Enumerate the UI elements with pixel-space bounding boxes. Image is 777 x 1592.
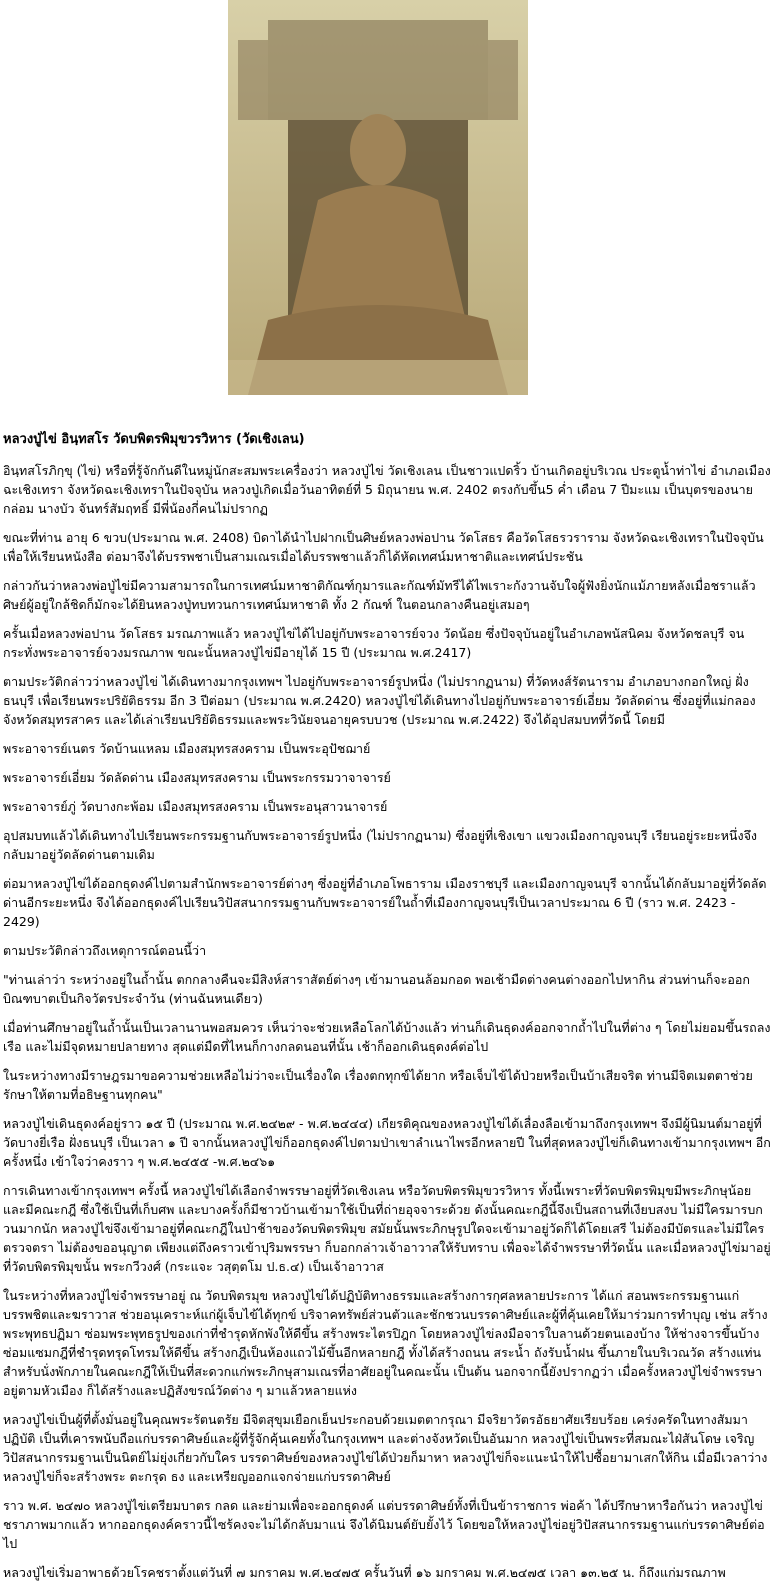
photo-container <box>0 0 777 400</box>
paragraph: ราว พ.ศ. ๒๔๗๐ หลวงปู่ไข่เตรียมบาตร กลด และย่ามเพื่อจะออกธุดงค์ แต่บรรดาศิษย์ทั้งที่เป็นข้าราชการ พ่อค้า ได้ปรึกษาหารือกันว่า หลวงปู่ไข่ชราภาพมากแล้ว หากออกธุดงค์คราวนี้ไซร้คงจะไม่ได้กลับมาแน่ จึงได้นิมนต์ยับยั้งไว้ โดยขอให้หลวงปู่ไข่อยู่วิปัสสนากรรมฐานแก่บรรดาศิษย์ต่อไป <box>3 1498 765 1551</box>
paragraph: ตามประวัติกล่าวว่าหลวงปู่ไข่ ได้เดินทางมากรุงเทพฯ ไปอยู่กับพระอาจารย์รูปหนึ่ง (ไม่ปรากฏนาม) ที่วัดหงส์รัตนาราม อำเภอบางกอกใหญ่ ฝั่งธนบุรี เพื่อเรียนพระปริยัติธรรม อีก 3 ปีต่อมา (ประมาณ พ.ศ.2420) หลวงปู่ไข่ได้เดินทางไปอยู่กับพระอาจารย์เอี่ยม วัดลัดด่าน ซึ่งอยู่ที่แม่กลอง จังหวัดสมุทรสาคร และได้เล่าเรียนปริยัติธรรมและพระวินัยจนอายุครบบวช (ประมาณ พ.ศ.2422) จึงได้อุปสมบทที่วัดนี้ โดยมี <box>3 674 756 727</box>
article <box>0 430 777 1582</box>
paragraph: พระอาจารย์ภู่ วัดบางกะพ้อม เมืองสมุทรสงคราม เป็นพระอนุสาวนาจารย์ <box>3 799 388 814</box>
paragraph: ครั้นเมื่อหลวงพ่อปาน วัดโสธร มรณภาพแล้ว หลวงปู่ไข่ได้ไปอยู่กับพระอาจารย์จวง วัดน้อย ซึ่งปัจจุบันอยู่ในอำเภอพนัสนิคม จังหวัดชลบุรี จนกระทั่งพระอาจารย์จวงมรณภาพ ขณะนั้นหลวงปู่ไข่มีอายุได้ 15 ปี (ประมาณ พ.ศ.2417) <box>3 626 745 660</box>
paragraph: ตามประวัติกล่าวถึงเหตุการณ์ตอนนี้ว่า <box>3 943 207 958</box>
article-title: หลวงปู่ไข่ อินฺทสโร วัดบพิตรพิมุขวรวิหาร (วัดเชิงเลน) <box>3 432 305 447</box>
paragraph: อินฺทสโรภิกฺขุ (ไข่) หรือที่รู้จักกันดีในหมู่นักสะสมพระเครื่องว่า หลวงปู่ไข่ วัดเชิงเลน เป็นชาวแปดริ้ว บ้านเกิดอยู่บริเวณ ประตูน้ำท่าไข่ อำเภอเมืองฉะเชิงเทรา จังหวัดฉะเชิงเทราในปัจจุบัน หลวงปู่เกิดเมื่อวันอาทิตย์ที่ 5 มิถุนายน พ.ศ. 2402 ตรงกับขึ้น5 ค่ำ เดือน 7 ปีมะแม เป็นบุตรของนายกล่อม นางบัว จันทร์สัมฤทธิ์ มีพี่น้องกี่คนไม่ปรากฏ <box>3 463 771 516</box>
paragraph: หลวงปู่ไข่เป็นผู้ที่ตั้งมั่นอยู่ในคุณพระรัตนตรัย มีจิตสุขุมเยือกเย็นประกอบด้วยเมตตากรุณา มีจริยาวัตรอัธยาศัยเรียบร้อย เคร่งครัดในทางสัมมาปฏิบัติ เป็นที่เคารพนับถือแก่บรรดาศิษย์และผู้ที่รู้จักคุ้นเคยทั้งในกรุงเทพฯ และต่างจังหวัดเป็นอันมาก หลวงปู่ไข่เป็นพระที่สมณะไฝ่สันโดษ เจริญวิปัสสนากรรมฐานเป็นนิตย์ไม่ยุ่งเกี่ยวกับใคร บรรดาศิษย์ของหลวงปู่ไข่ได้ป่วยก็มาหา หลวงปู่ไข่ก็จะแนะนำให้ไปซื้อยามาเสกให้กิน เมื่อมีเวลาว่างหลวงปู่ไข่ก็จะสร้างพระ ตะกรุด ธง และเหรียญออกแจกจ่ายแก่บรรดาศิษย์ <box>3 1412 768 1484</box>
paragraph: การเดินทางเข้ากรุงเทพฯ ครั้งนี้ หลวงปู่ไข่ได้เลือกจำพรรษาอยู่ที่วัดเชิงเลน หรือวัดบพิตรพิมุขวรวิหาร ทั้งนี้เพราะที่วัดบพิตรพิมุขมีพระภิกษุน้อย และมีคณะกฎี ซึ่งใช้เป็นที่เก็บศพ และบางครั้งก็มีชาวบ้านเข้ามาใช้เป็นที่ถ่ายอุจจาระด้วย ดังนั้นคณะกฎีนี้จึงเป็นสถานที่เงียบสงบ ไม่มีใครมารบกวนมากนัก หลวงปู่ไข่จึงเข้ามาอยู่ที่คณะกฎีในป่าช้าของวัดบพิตรพิมุข สมัยนั้นพระภิกษุรูปใดจะเข้ามาอยู่วัดก็ได้โดยเสรี ไม่ต้องมีบัตรและไม่มีใครตรวจตรา ไม่ต้องขออนุญาต เพียงแต่ถึงคราวเข้าปุริมพรรษา ก็บอกกล่าวเจ้าอาวาสให้รับทราบ เพื่อจะได้จำพรรษาที่วัดนั้น และเมื่อหลวงปู่ไข่มาอยู่ที่วัดบพิตรพิมุขนั้น พระกวีวงศ์ (กระแจะ วสุตฺตโม ป.ธ.๔) เป็นเจ้าอาวาส <box>3 1183 771 1274</box>
paragraph: อุปสมบทแล้วได้เดินทางไปเรียนพระกรรมฐานกับพระอาจารย์รูปหนึ่ง (ไม่ปรากฏนาม) ซึ่งอยู่ที่เชิงเขา แขวงเมืองกาญจนบุรี เรียนอยู่ระยะหนึ่งจึงกลับมาอยู่วัดลัดด่านตามเดิม <box>3 828 758 862</box>
paragraph: กล่าวกันว่าหลวงพ่อปู่ไข่มีความสามารถในการเทศน์มหาชาติกัณฑ์กุมารและกัณฑ์มัทรีได้ไพเราะกังวานจับใจผู้ฟังยิ่งนักแม้ภายหลังเมื่อชราแล้ว ศิษย์ผู้อยู่ใกล้ชิดก็มักจะได้ยินหลวงปู่ทบทวนการเทศน์มหาชาติ ทั้ง 2 กัณฑ์ ในตอนกลางคืนอยู่เสมอๆ <box>3 578 756 612</box>
paragraph: ต่อมาหลวงปู่ไข่ได้ออกธุดงค์ไปตามสำนักพระอาจารย์ต่างๆ ซึ่งอยู่ที่อำเภอโพธาราม เมืองราชบุรี และเมืองกาญจนบุรี จากนั้นได้กลับมาอยู่ที่วัดลัดด่านอีกระยะหนึ่ง จึงได้ออกธุดงค์ไปเรียนวิปัสสนากรรมฐานกับพระอาจารย์ในถ้ำที่เมืองกาญจนบุรีเป็นเวลาประมาณ 6 ปี (ราว พ.ศ. 2423 - 2429) <box>3 876 767 929</box>
paragraph: หลวงปู่ไข่เดินธุดงค์อยู่ราว ๑๕ ปี (ประมาณ พ.ศ.๒๔๒๙ - พ.ศ.๒๔๔๔) เกียรติคุณของหลวงปู่ไข่ได้เลื่องลือเข้ามาถึงกรุงเทพฯ จึงมีผู้นิมนต์มาอยู่ที่วัดบางยี่เรือ ฝั่งธนบุรี เป็นเวลา ๑ ปี จากนั้นหลวงปู่ไข่ก็ออกธุดงค์ไปตามป่าเขาลำเนาไพรอีกหลายปี ในที่สุดหลวงปู่ไข่ก็เดินทางเข้ามากรุงเทพฯ อีกครั้งหนึ่ง เข้าใจว่าคงราว ๆ พ.ศ.๒๔๕๕ -พ.ศ.๒๔๖๑ <box>3 1116 771 1169</box>
monk-portrait-photo <box>228 0 528 395</box>
paragraph: ในระหว่างที่หลวงปู่ไข่จำพรรษาอยู่ ณ วัดบพิตรมุข หลวงปู่ไข่ได้ปฏิบัติทางธรรมและสร้างการกุศลหลายประการ ได้แก่ สอนพระกรรมฐานแก่บรรพชิตและฆราวาส ช่วยอนุเคราะห์แก่ผู้เจ็บไข้ได้ทุกข์ บริจาคทรัพย์ส่วนตัวและชักชวนบรรดาศิษย์และผู้ที่คุ้นเคยให้มาร่วมการทำบุญ เช่น สร้างพระพุทธปฏิมา ซ่อมพระพุทธรูปของเก่าที่ชำรุดหักพังให้ดีขึ้น สร้างพระไตรปิฎก โดยหลวงปู่ไข่ลงมือจารใบลานด้วยตนเองบ้าง ให้ช่างจารขึ้นบ้าง ซ่อมแซมกฎีที่ชำรุดทรุดโทรมให้ดีขึ้น สร้างกฎีเป็นห้องแถวไม้ขึ้นอีกหลายกฎี ทั้งได้สร้างถนน สระน้ำ ถังรับน้ำฝน ขึ้นภายในบริเวณวัด สร้างแท่นสำหรับนั่งพักภายในคณะกฎีให้เป็นที่สะดวกแก่พระภิกษุสามเณรที่อาศัยอยู่ในคณะนั้น เป็นต้น นอกจากนี้ยังปรากฏว่า เมื่อครั้งหลวงปู่ไข่จำพรรษาอยู่ตามหัวเมือง ก็ได้สร้างและปฏิสังขรณ์วัดต่าง ๆ มาแล้วหลายแห่ง <box>3 1288 768 1398</box>
paragraph: "ท่านเล่าว่า ระหว่างอยู่ในถ้ำนั้น ตกกลางคืนจะมีสิงห์สาราสัตย์ต่างๆ เข้ามานอนล้อมกอด พอเช้ามืดต่างคนต่างออกไปหากิน ส่วนท่านก็จะออกบิณฑบาตเป็นกิจวัตรประจำวัน (ท่านฉันหนเดียว) <box>3 972 750 1006</box>
paragraph: พระอาจารย์เนตร วัดบ้านแหลม เมืองสมุทรสงคราม เป็นพระอุปัชฌาย์ <box>3 741 371 756</box>
paragraph: ในระหว่างทางมีราษฎรมาขอความช่วยเหลือไม่ว่าจะเป็นเรื่องใด เรื่องตกทุกข์ได้ยาก หรือเจ็บไข้ได้ป่วยหรือเป็นบ้าเสียจริต ท่านมีจิตเมตตาช่วยรักษาให้ตามที่อธิษฐานทุกคน" <box>3 1068 753 1102</box>
paragraph: พระอาจารย์เอี่ยม วัดลัดด่าน เมืองสมุทรสงคราม เป็นพระกรรมวาจาจารย์ <box>3 770 391 785</box>
article-body <box>3 461 773 1582</box>
paragraph: เมื่อท่านศึกษาอยู่ในถ้ำนั้นเป็นเวลานานพอสมควร เห็นว่าจะช่วยเหลือโลกได้บ้างแล้ว ท่านก็เดินธุดงค์ออกจากถ้ำไปในที่ต่าง ๆ โดยไม่ยอมขึ้นรถลงเรือ และไม่มีจุดหมายปลายทาง สุดแต่มืดที่ไหนก็กางกลดนอนที่นั้น เช้าก็ออกเดินธุดงค์ต่อไป <box>3 1020 771 1054</box>
paragraph: ขณะที่ท่าน อายุ 6 ขวบ(ประมาณ พ.ศ. 2408) บิดาได้นำไปฝากเป็นศิษย์หลวงพ่อปาน วัดโสธร คือวัดโสธรวราราม จังหวัดฉะเชิงเทราในปัจจุบัน เพื่อให้เรียนหนังสือ ต่อมาจึงได้บรรพชาเป็นสามเณรเมื่อได้บรรพชาแล้วก็ได้หัดเทศน์มหาชาติและเทศน์ประชัน <box>3 530 764 564</box>
paragraph: หลวงปู่ไข่เริ่มอาพาธด้วยโรคชราตั้งแต่วันที่ ๗ มกราคม พ.ศ.๒๔๗๕ ครั้นวันที่ ๑๖ มกราคม พ.ศ.๒๔๗๕ เวลา ๑๓.๒๕ น. ก็ถึงแก่มรณภาพ <box>3 1565 726 1580</box>
